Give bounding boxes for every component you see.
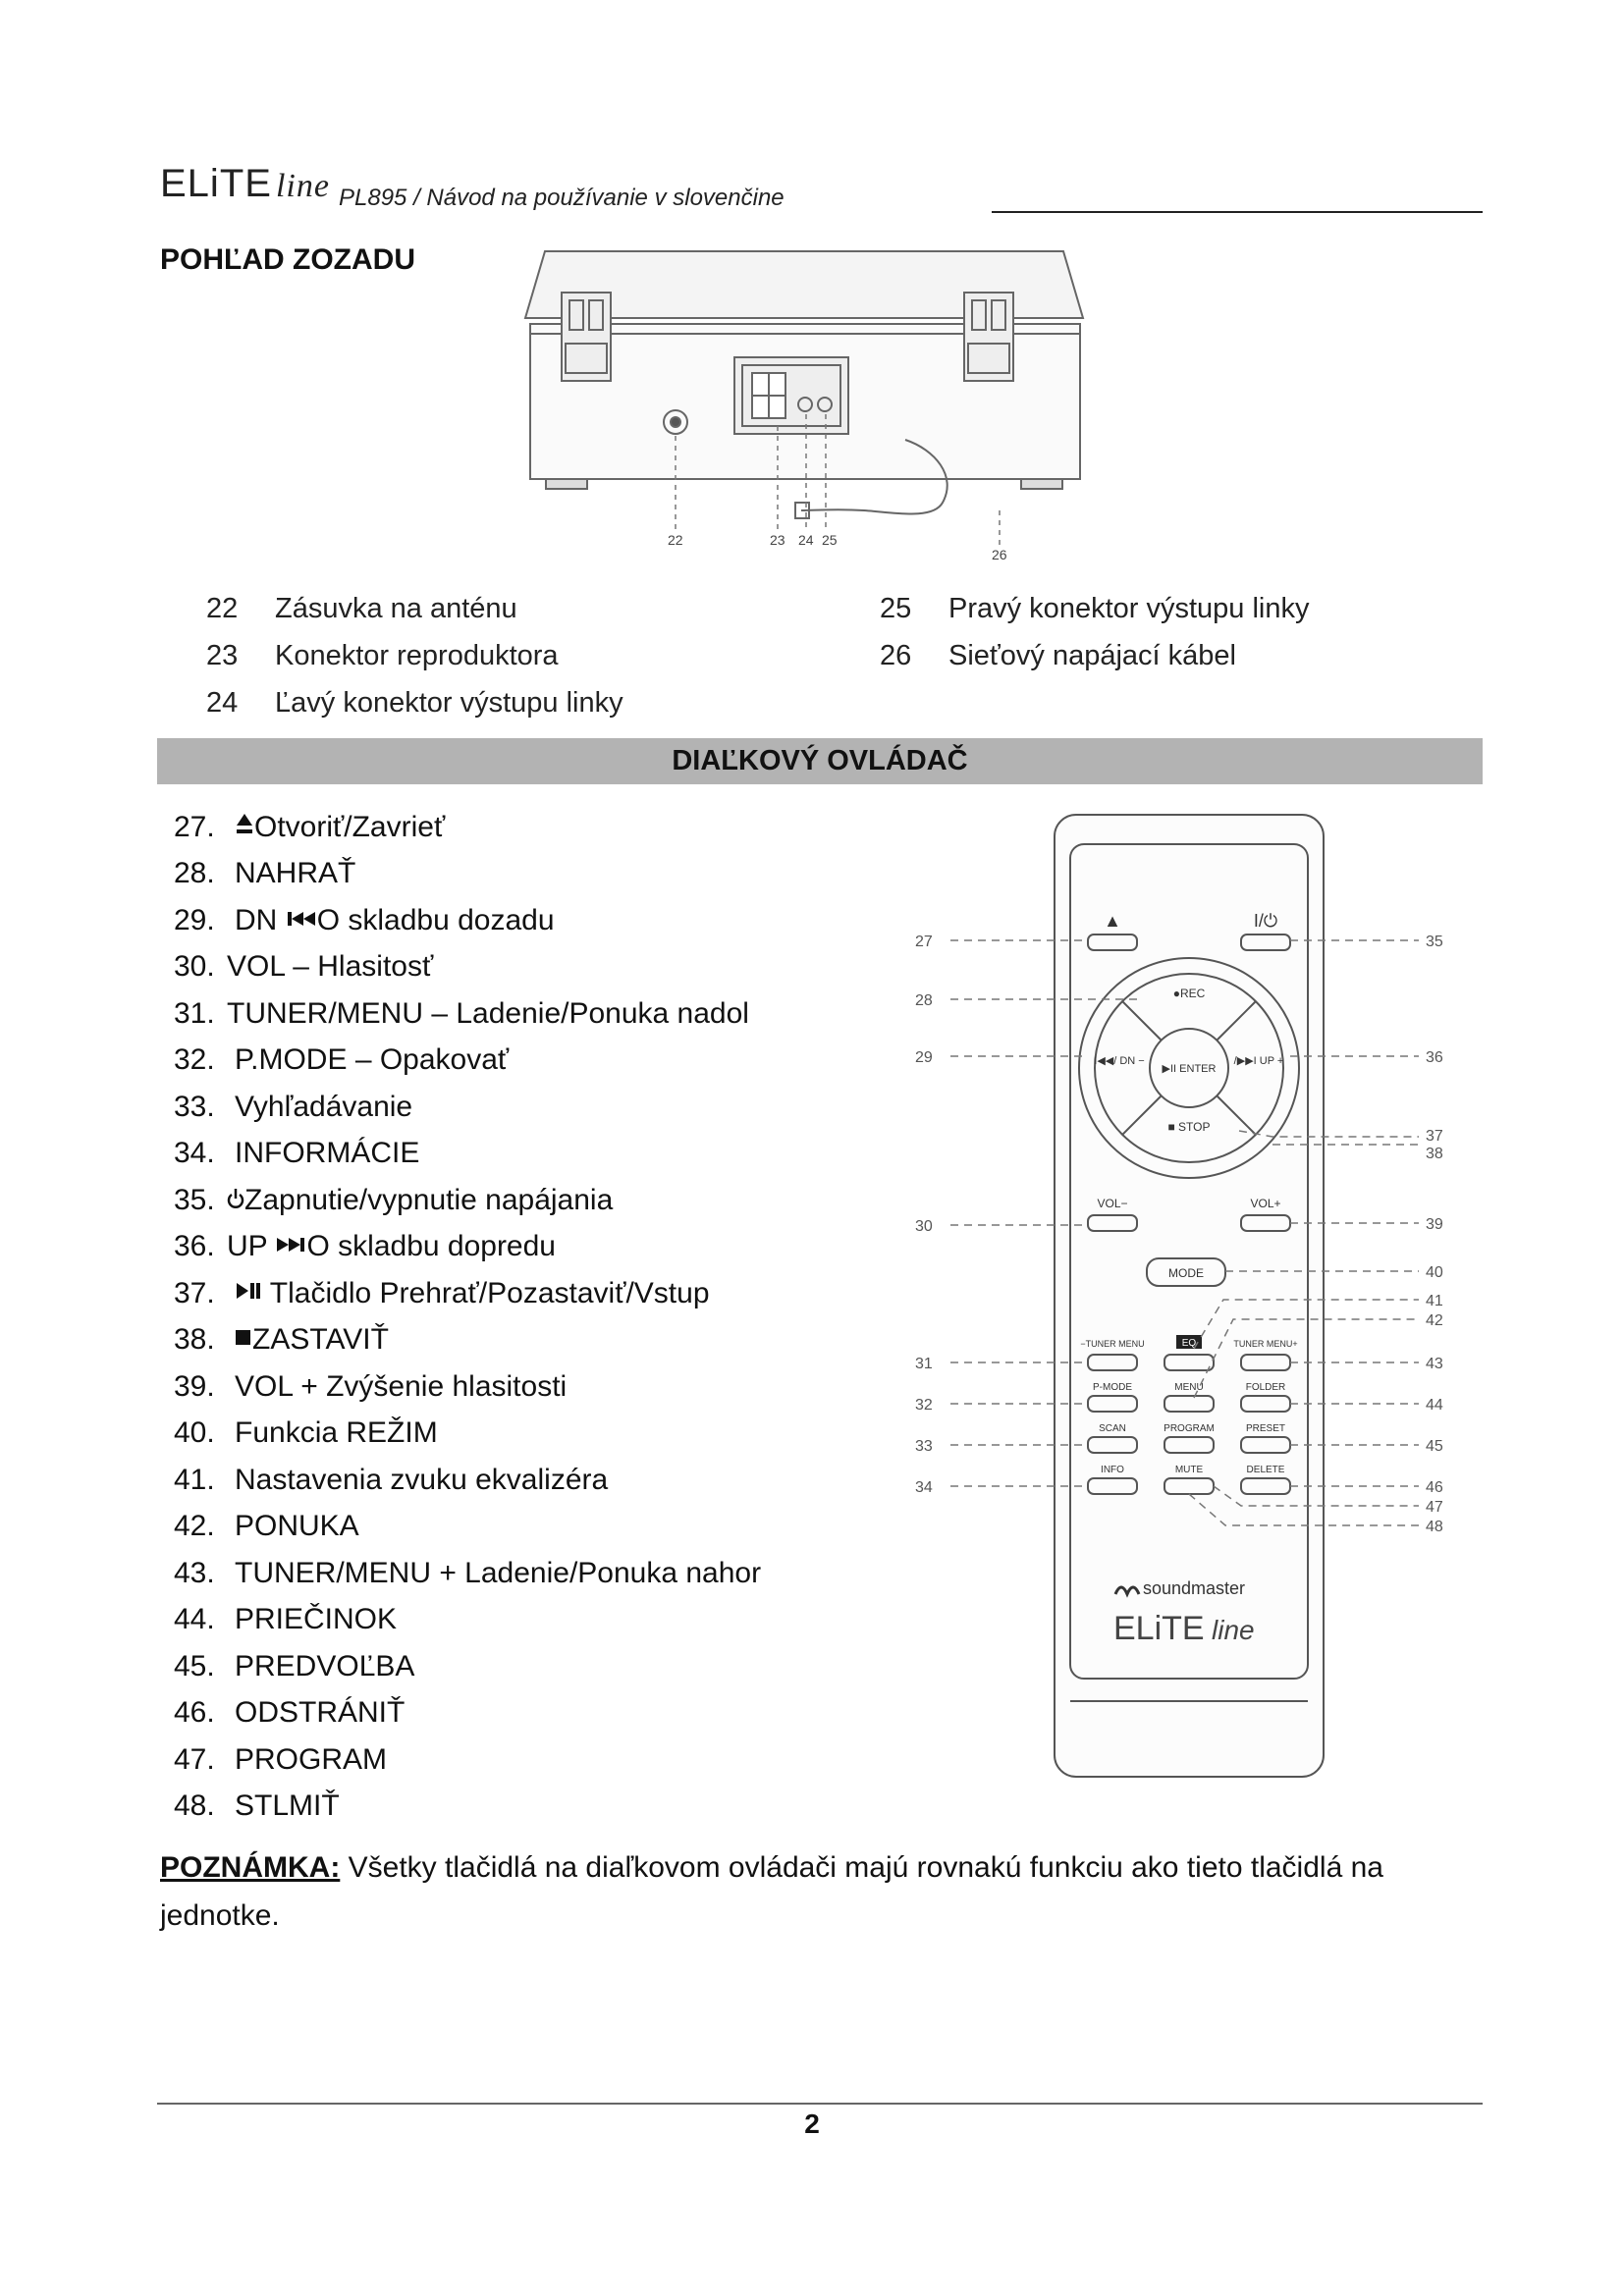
diagram-callout-48: 48 <box>1426 1519 1443 1535</box>
remote-item-46: 46. ODSTRÁNIŤ <box>174 1696 406 1729</box>
rear-item-23: 23 Konektor reproduktora <box>206 640 559 671</box>
note-label: POZNÁMKA: <box>160 1851 341 1884</box>
up-label: /▶▶I UP + <box>1233 1055 1284 1067</box>
eject-label: ▲ <box>1104 911 1121 931</box>
play-pause-icon <box>235 1278 262 1311</box>
diagram-callout-39: 39 <box>1426 1216 1443 1233</box>
diagram-callout-40: 40 <box>1426 1264 1443 1281</box>
menu-label: MENU <box>1174 1382 1204 1393</box>
stop-label: ■ STOP <box>1167 1120 1211 1134</box>
rear-item-26: 26 Sieťový napájací kábel <box>880 640 1237 671</box>
diagram-callout-41: 41 <box>1426 1293 1443 1309</box>
remote-item-47: 47. PROGRAM <box>174 1743 388 1776</box>
rear-item-22: 22 Zásuvka na anténu <box>206 593 517 624</box>
remote-item-40: 40. Funkcia REŽIM <box>174 1416 438 1449</box>
diagram-callout-27: 27 <box>915 934 933 950</box>
preset-label: PRESET <box>1245 1423 1286 1434</box>
remote-item-39: 39. VOL + Zvýšenie hlasitosti <box>174 1370 568 1403</box>
power-icon <box>227 1185 244 1218</box>
callout-24: 24 <box>798 532 814 548</box>
remote-item-45: 45. PREDVOĽBA <box>174 1650 415 1682</box>
note-text: Všetky tlačidlá na diaľkovom ovládači majú rovnakú funkciu ako tieto tlačidlá na jednotke. <box>160 1851 1383 1932</box>
diagram-callout-36: 36 <box>1426 1049 1443 1066</box>
power-label: I/⏻ <box>1253 911 1278 931</box>
remote-item-38: 38. ZASTAVIŤ <box>174 1323 389 1358</box>
vol-minus-label: VOL− <box>1097 1197 1128 1210</box>
remote-item-33: 33. Vyhľadávanie <box>174 1091 413 1123</box>
diagram-callout-47: 47 <box>1426 1499 1443 1516</box>
scan-label: SCAN <box>1099 1423 1126 1434</box>
folder-label: FOLDER <box>1245 1382 1286 1393</box>
diagram-callout-29: 29 <box>915 1049 933 1066</box>
enter-label: ▶II ENTER <box>1162 1063 1217 1075</box>
mute-label: MUTE <box>1174 1465 1204 1475</box>
program-label: PROGRAM <box>1164 1423 1215 1434</box>
diagram-callout-46: 46 <box>1426 1479 1443 1496</box>
diagram-callout-30: 30 <box>915 1218 933 1235</box>
remote-diagram <box>913 813 1463 1785</box>
svg-text:line: line <box>1212 1615 1255 1645</box>
mode-label: MODE <box>1168 1266 1204 1280</box>
diagram-callout-38: 38 <box>1426 1146 1443 1162</box>
page-number: 2 <box>804 2109 820 2139</box>
remote-item-37: 37. Tlačidlo Prehrať/Pozastaviť/Vstup <box>174 1277 710 1311</box>
remote-item-36: 36. UP O skladbu dopredu <box>174 1230 556 1264</box>
delete-label: DELETE <box>1246 1465 1285 1475</box>
remote-item-48: 48. STLMIŤ <box>174 1789 340 1822</box>
callout-22: 22 <box>668 532 683 548</box>
diagram-callout-34: 34 <box>915 1479 933 1496</box>
diagram-callout-35: 35 <box>1426 934 1443 950</box>
rear-view-title: POHĽAD ZOZADU <box>160 243 415 276</box>
callout-26: 26 <box>992 547 1007 562</box>
remote-item-44: 44. PRIEČINOK <box>174 1603 398 1635</box>
diagram-callout-44: 44 <box>1426 1397 1443 1414</box>
diagram-callout-32: 32 <box>915 1397 933 1414</box>
skip-back-icon <box>286 905 317 938</box>
svg-text:soundmaster: soundmaster <box>1143 1578 1246 1598</box>
document-title: PL895 / Návod na používanie v slovenčine <box>339 185 785 211</box>
svg-text:ELiTE: ELiTE <box>1113 1610 1205 1647</box>
brand-logo: ELiTE line <box>160 162 330 205</box>
rec-label: ●REC <box>1172 987 1206 1000</box>
remote-item-35: 35. Zapnutie/vypnutie napájania <box>174 1184 613 1218</box>
diagram-callout-31: 31 <box>915 1356 933 1372</box>
info-label: INFO <box>1101 1465 1124 1475</box>
tuner-plus-label: TUNER MENU+ <box>1233 1339 1298 1349</box>
remote-section-band <box>157 738 1483 784</box>
diagram-callout-28: 28 <box>915 992 933 1009</box>
tuner-minus-label: −TUNER MENU <box>1080 1339 1145 1349</box>
remote-elite-logo <box>1113 1610 1255 1647</box>
remote-item-31: 31. TUNER/MENU – Ladenie/Ponuka nadol <box>174 997 749 1030</box>
note-paragraph <box>160 1843 1476 1940</box>
remote-item-28: 28. NAHRAŤ <box>174 857 356 889</box>
remote-item-34: 34. INFORMÁCIE <box>174 1137 420 1169</box>
pmode-label: P-MODE <box>1093 1382 1132 1393</box>
header-divider <box>992 211 1483 213</box>
diagram-callout-37: 37 <box>1426 1128 1443 1145</box>
rear-item-24: 24 Ľavý konektor výstupu linky <box>206 687 623 719</box>
footer-divider <box>157 2103 1483 2105</box>
remote-item-32: 32. P.MODE – Opakovať <box>174 1043 510 1076</box>
remote-item-41: 41. Nastavenia zvuku ekvalizéra <box>174 1464 609 1496</box>
eq-label: EQ <box>1181 1338 1197 1349</box>
remote-section-title: DIAĽKOVÝ OVLÁDAČ <box>672 745 968 776</box>
diagram-callout-42: 42 <box>1426 1312 1443 1329</box>
callout-23: 23 <box>770 532 785 548</box>
vol-plus-label: VOL+ <box>1250 1197 1281 1210</box>
remote-item-42: 42. PONUKA <box>174 1510 359 1542</box>
remote-item-27: 27. Otvoriť/Zavrieť <box>174 811 445 845</box>
stop-icon <box>235 1324 252 1358</box>
eject-icon <box>235 812 254 845</box>
skip-forward-icon <box>275 1231 306 1264</box>
diagram-callout-43: 43 <box>1426 1356 1443 1372</box>
rear-view-diagram <box>511 245 1100 569</box>
diagram-callout-45: 45 <box>1426 1438 1443 1455</box>
rear-item-25: 25 Pravý konektor výstupu linky <box>880 593 1310 624</box>
diagram-callout-33: 33 <box>915 1438 933 1455</box>
callout-25: 25 <box>822 532 838 548</box>
remote-item-29: 29. DN O skladbu dozadu <box>174 904 555 938</box>
dn-label: I◀◀/ DN − <box>1094 1055 1145 1067</box>
remote-item-43: 43. TUNER/MENU + Ladenie/Ponuka nahor <box>174 1557 762 1589</box>
remote-item-30: 30. VOL – Hlasitosť <box>174 950 434 983</box>
